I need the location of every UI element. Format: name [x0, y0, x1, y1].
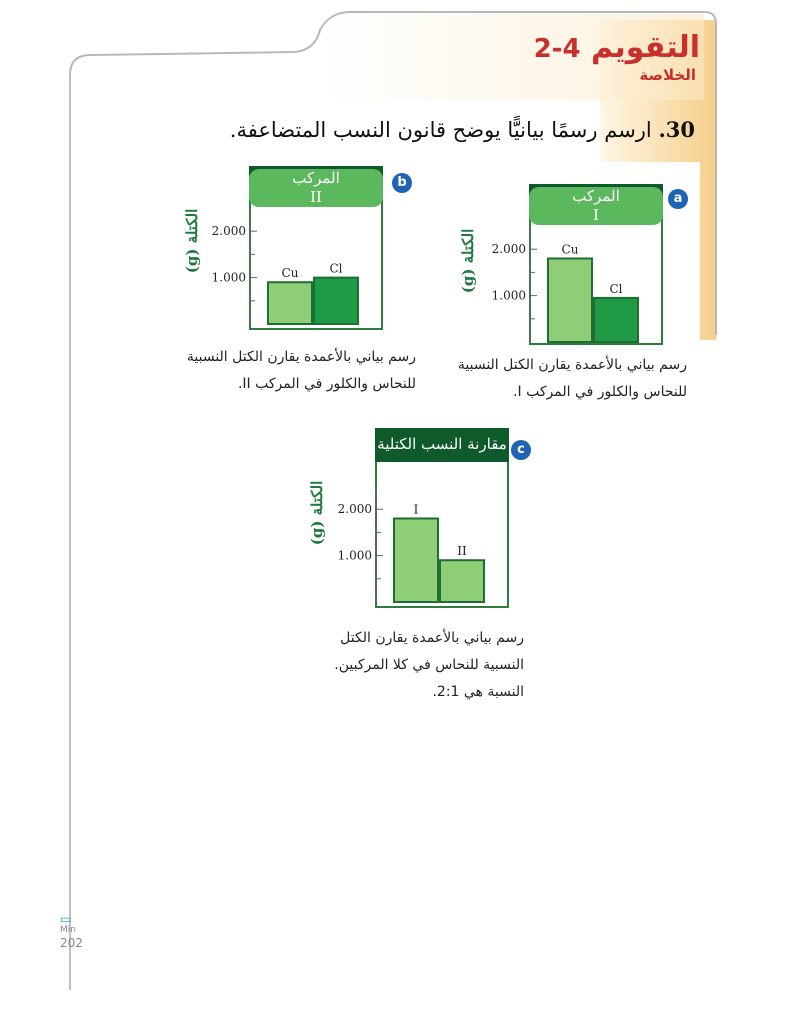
section-title: التقويم 4-2	[533, 30, 700, 65]
chart-c-bar-I	[394, 518, 438, 602]
chart-a-tick-label: 1.000	[491, 288, 526, 303]
chart-b-bar-Cu	[268, 282, 312, 324]
footer-text-2: 202	[60, 936, 83, 950]
chart-a-bar-label: Cu	[561, 242, 579, 257]
chart-a-ylabel: الكتلة (g)	[459, 228, 477, 294]
chart-b-header: المركب II	[249, 166, 383, 194]
chart-c-bar-II	[440, 560, 484, 602]
chart-a-bar-Cu	[548, 258, 592, 342]
chart-b-bar-label: Cl	[329, 261, 343, 276]
question-text: 30. ارسم رسمًا بيانيًّا يوضح قانون النسب المتضاعفة.	[229, 117, 695, 142]
chart-c-plot	[336, 472, 508, 606]
chart-c-ylabel: الكتلة (g)	[308, 480, 326, 546]
chart-b-caption: رسم بياني بالأعمدة يقارن الكتل النسبية للنحاس والكلور في المركب II.	[186, 349, 416, 392]
chart-a-plot	[490, 212, 662, 346]
chart-b-bar-Cl	[314, 278, 358, 324]
chart-b-bar-label: Cu	[281, 266, 299, 281]
chart-b-tick-label: 1.000	[211, 270, 246, 285]
chart-c-caption: رسم بياني بالأعمدة يقارن الكتل النسبية للنحاس في كلا المركبين. النسبة هي 2:1.	[334, 630, 524, 700]
footer-text-1: Min	[60, 925, 76, 935]
chart-a-badge: a	[668, 189, 688, 209]
chart-c-header: مقارنة النسب الكتلية	[375, 428, 509, 462]
chart-c-tick-label: 1.000	[337, 548, 372, 563]
footer-logo: ▭	[60, 912, 72, 926]
chart-a-bar-label: Cl	[609, 281, 623, 296]
chart-c-tick-label: 2.000	[337, 502, 372, 517]
chart-a-bar-Cl	[594, 298, 638, 342]
chart-a-header: المركب I	[529, 184, 663, 212]
chart-c-bar-label: II	[457, 544, 467, 559]
chart-a-caption: رسم بياني بالأعمدة يقارن الكتل النسبية للنحاس والكلور في المركب I.	[457, 357, 687, 400]
chart-b-badge: b	[392, 173, 412, 193]
chart-a-tick-label: 2.000	[491, 242, 526, 257]
chart-c-badge: c	[511, 440, 531, 460]
chart-b-plot	[210, 194, 382, 328]
chart-b-tick-label: 2.000	[211, 224, 246, 239]
chart-c-bar-label: I	[413, 502, 419, 517]
chart-b-ylabel: الكتلة (g)	[183, 208, 201, 274]
question-number: 30.	[658, 117, 695, 142]
section-subtitle: الخلاصة	[639, 66, 696, 84]
